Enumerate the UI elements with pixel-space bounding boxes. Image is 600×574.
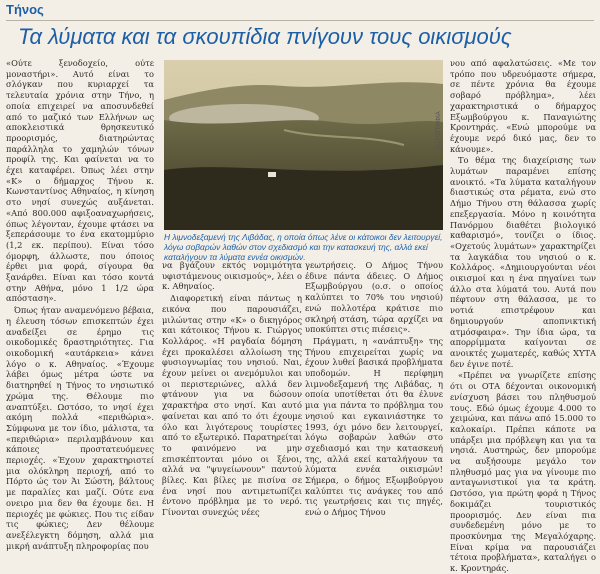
paragraph: Όπως ήταν αναμενόμενο βέβαια, η έλευση τόσων επισκεπτών έχει αναδείξει σε έρημο τις οικοδομικές δραστηριότητες. Για οικοδομική «αυτάρκεια» κάνει λόγο ο κ. Αθηναίος. «Έχουμε λάβει όμως μέτρα ώστε να διατηρηθεί η Τήνος το νησιωτικό χρώμα της. Θέλουμε πιο αναπτύξει. Ωστόσο, το νησί έχει ακόμη πολλά «περιθώρια». Σύμφωνα με τον ίδιο, μάλιστα, τα «περιθώρια» περιλαμβάνουν και κάποιες προστατευόμενες περιοχές. «Έχουν χαρακτηριστεί μια ολόκληρη περιοχή, από το Πόρτο ώς τον Άι Σώστη, βάλτους με παραλίες και μαζί. Ούτε ενα ονειρο μια δεν θα έχουμε δει. Η περιοχές με φώκιες. Που τις είδαν τις φώκιες; Δεν θέλουμε ανεξέλεγκτη δόμηση, αλλά μια μικρή ανάπτυξη πληροφορίας που [6,305,154,551]
paragraph: να βγάζουν εκτός νομιμότητα υφιστάμενους οικισμούς», λέει ο κ. Αθηναίος. [162,260,302,292]
paragraph: γεωτρήσεις. Ο Δήμος Τήνου έδινε πάντα άδειες. Ο Δήμος Εξωμβούργου (ο.σ. ο οποίος καλύπτει το 70% του νησιού) ενώ πολλοτέρα κράτισε πιο σκληρή στάση, τώρα αρχίζει να υποκύπτει στις πιέσεις». [305,260,443,335]
paragraph: «Πρέπει να γνωρίζετε επίσης ότι οι ΟΤΑ δέχονται οικονομική ενίσχυση βάσει του πληθυσμού τους. Εδώ όμως έχουμε 4.000 το χειμώνα, και πάνω από 15.000 το καλοκαίρι. Πρέπει κάποτε να υπάρξει μια πρόβλεψη και για τα νησιά. Αυστηρώς, δεν μπορούμε να αυξήσουμε μεγάλο τον πληθυσμό μας για να γίνουμε πιο ανταγωνιστικοί για τα κράτη. Ωστόσο, για πρώτη φορά η Τήνος δοκιμάζει τουριστικός προορισμός. Δεν είναι πια συνδεδεμένη μόνο με το προσκύνημα της Μεγαλόχαρης. Είναι κρίμα να παρουσιάζει τέτοια προβλήματα», καταλήγει ο κ. Κροντηράς. [450,370,596,574]
paragraph: «Ούτε ξενοδοχείο, ούτε μοναστήρι». Αυτό είναι το σλόγκαν που κυριαρχεί τα τελευταία χρόνια στην Τήνο, η οποία επιχειρεί να αποσυνδεθεί από το μαζικό των Ελλήνων ως αποκλειστικά θρησκευτικό προορισμός, διατηρώντας παράλληλα το χαμηλών τόνων προφίλ της. Και φαίνεται να το έχει καταφέρει. Όπως λέει στην «Κ» ο δήμαρχος Τήνου κ. Κωνσταντίνος Αθηναίος, η κίνηση στο νησί συνεχώς αυξάνεται. «Από 800.000 αφιξοαναχωρήσεις, όπως λέγονταν, έχουμε φτάσει να ξεπεράσουμε το ένα εκατομμύριο (1,2 εκ. περίπου). Είναι τόσο όμορφη, άλλωστε, που όποιος έρθει μια φορά, σίγουρα θα ξανάρθει. Είναι και τόσο κοντά στην Αθήνα, μόνο 1 1/2 ώρα απόσταση». [6,58,154,304]
header-rule [6,20,594,21]
paragraph: Διαφορετική είναι πάντως η εικόνα που παρουσιάζει, μιλώντας στην «Κ» ο δικηγόρος και κάτοικος Τήνου κ. Γιώργος Κολλάρος. «Η ραγδαία δόμηση έχει προκαλέσει αλλοίωση της φυσιογνωμίας του νησιού. Ναι, έχουν μείνει οι ανεμόμυλοι και οι περιστεριώνες, αλλά δεν φτάνουν για να δώσουν χαρακτήρα στο νησί. Και αυτό φαίνεται και από το ότι έχουμε όλο και λιγότερους τουρίστες από το εξωτερικό. Παρατηρείται το φαινόμενο να μην επισκέπτονται μόνο οι ξένοι, αλλά να "ψυγείωνουν" παντού βίλες. Και βίλες με πισίνα σε ένα νησί που αντιμετωπίζει έντονο πρόβλημα με το νερό. Γίνονται συνεχώς νέες [162,293,302,518]
paragraph: Το θέμα της διαχείρισης των λυμάτων παραμένει επίσης ανοικτό. «Τα λύματα καταλήγουν διαστικώς στα ρέματα, ενώ στο Δήμο Τήνου στη θάλασσα χωρίς επεξεργασία. Μόνο η κοινότητα Πανόρμου διαθέτει βιολογικό καθαρισμό», τονίζει ο ίδιος. «Οχετούς λυμάτων» χαρακτηρίζει τα λαγκάδια του νησιού ο κ. Κολλάρος. «Δημιουργούνται νέοι οικισμοί και η ένα πηγαίνει των άλλο στα λύματά του. Αυτά που πέφτουν στη θάλασσα, με το νοτιά επιστρέφουν και δημιουργούν αποπνικτική ατμόσφαιρα». Την ίδια ώρα, τα απορρίμματα καίγονται σε ανοικτές χωματερές, καθώς ΧΥΤΑ δεν έγινε ποτέ. [450,155,596,369]
column-2 [162,260,302,518]
column-3 [305,260,443,518]
photo-credit: ΦΩΤΟΓΡΑΦΙΑ [436,111,442,150]
column-1 [6,58,154,551]
paragraph: Πράγματι, η «ανάπτυξη» της Τήνου επιχειρείται χωρίς να έχουν λυθεί βασικά προβλήματα υποδομών. Η περίφημη λιμνοδεξαμενή της Λιβάδας, η οποία υποτίθεται ότι θα έλυνε μια για πάντα το πρόβλημα του νησιού και εγκαινιάστηκε το 1993, όχι μόνο δεν λειτουργεί, λόγω σοβαρών λαθών στο σχεδιασμό και την κατασκευή της, αλλά εκεί καταλήγουν τα λύματα εννέα οικισμών! Σήμερα, ο δήμος Εξωμβούργου καλύπτει τις ανάγκες του από τις γεωτρήσεις και τις πηγές, ενώ ο Δήμος Τήνου [305,335,443,518]
headline: Τα λύματα και τα σκουπίδια πνίγουν τους οικισμούς [18,24,512,49]
column-4 [450,58,596,574]
landscape-image [164,60,443,230]
section-label: Τήνος [6,2,44,17]
paragraph: νου από αφαλατώσεις. «Με τον τρόπο που υδρευόμαστε σήμερα, σε πέντε χρόνια θα έχουμε σοβαρό πρόβλημα», λέει χαρακτηριστικά ο δήμαρχος Εξωμβούργου κ. Παναγιώτης Κροντηράς. «Ενώ μπορούμε να έχουμε νερό δικό μας, δεν το κάνουμε». [450,58,596,154]
photo-caption: Η λιμνοδεξαμενή της Λιβάδας, η οποία όπως λένε οι κάτοικοι δεν λειτουργεί, λόγω σοβαρών λαθών στον σχεδιασμό και την κατασκευή της, αλλά εκεί καταλήγουν τα λύματα εννέα οικισμών. [164,232,443,262]
lagoon-photo [164,60,443,230]
